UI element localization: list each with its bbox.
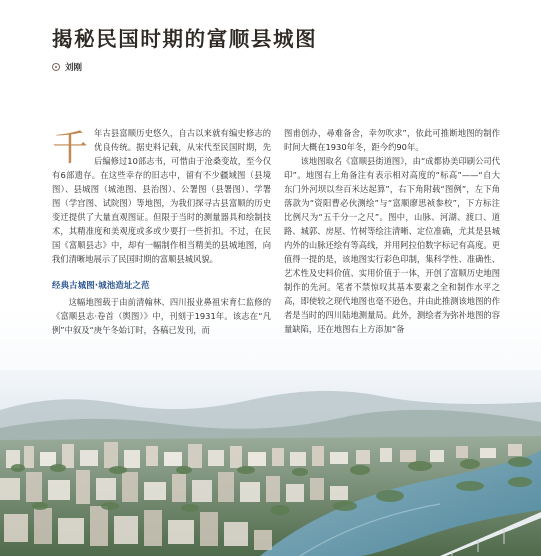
lead-paragraph <box>52 126 271 266</box>
left-text-column <box>52 126 271 337</box>
section-subheading: 经典古城图·城池造址之范 <box>52 280 150 290</box>
body-paragraph: 图甫创办，尋难备舍，幸勿吹求”，依此可推断地图的制作时间大概在1930年冬，距今约90年。 <box>284 128 500 152</box>
bullet-circle-icon <box>52 63 60 71</box>
city-aerial-photo <box>0 300 541 556</box>
right-text-column <box>284 126 500 336</box>
article-title: 揭秘民国时期的富顺县城图 <box>52 27 318 51</box>
body-paragraph: 这幅地图载于由前清翰林、四川报业鼻祖宋育仁监修的《富顺县志·卷首（舆图）》中，刊刻于1931年。该志在“凡例”中叙及“庚午冬始订时，各稿已发刊，而 <box>52 297 271 335</box>
drop-cap: 千 <box>52 128 89 169</box>
author-byline <box>52 61 82 73</box>
author-name: 刘刚 <box>65 63 83 73</box>
lead-paragraph-text: 年古县富顺历史悠久，自古以来就有编史修志的优良传统。据史料记载，从宋代至民国时期，先后编修过10部志书，可惜由于沧桑变故，至今仅有6部遗存。在这些幸存的旧志中，留有不少疆域图（县境图）、县城图（城池图、县治图）、公署图（县署图）、学署图（学宫图、试院图）等地图，为我们探寻古县富顺的历史变迁提供了大量直观图证。但限于当时的测量器具和绘制技术，其精准度和美观度或多或少要打一些折扣。不过，在民国《富顺县志》中，却有一幅制作相当精美的县城地图，向我们清晰地展示了民国时期的富顺县城风貌。 <box>52 128 271 264</box>
body-paragraph: 该地图取名《富顺县街道图》，由“成都协美印刷公司代印”。地图右上角备注有表示相对高度的“标高”——“自大东门外河坝以叁百米达起算”，右下角附载“图例”，左下角落款为“资阳曹必伙测绘”与“富顺廖思祯参校”，下方标注比例尺为“五千分一之尺”。图中，山脉、河湖、渡口、道路、城郭、房屋、竹树等绘注清晰、定位准确，尤其是县城内外的山脉还绘有等高线，并用阿拉伯数字标记有高度。更值得一提的是，该地图实行彩色印制，集科学性、准确性、艺术性及史料价值、实用价值于一体，开创了富顺历史地图制作的先河。笔者不禁惊叹其基本要素之全和制作水平之高，即使较之现代地图也毫不逊色，并由此推测该地图的作者是当时的四川陆地测量局。此外，测绘者为弥补地图的容量缺陷，还在地图右上方添加“备 <box>284 156 500 334</box>
